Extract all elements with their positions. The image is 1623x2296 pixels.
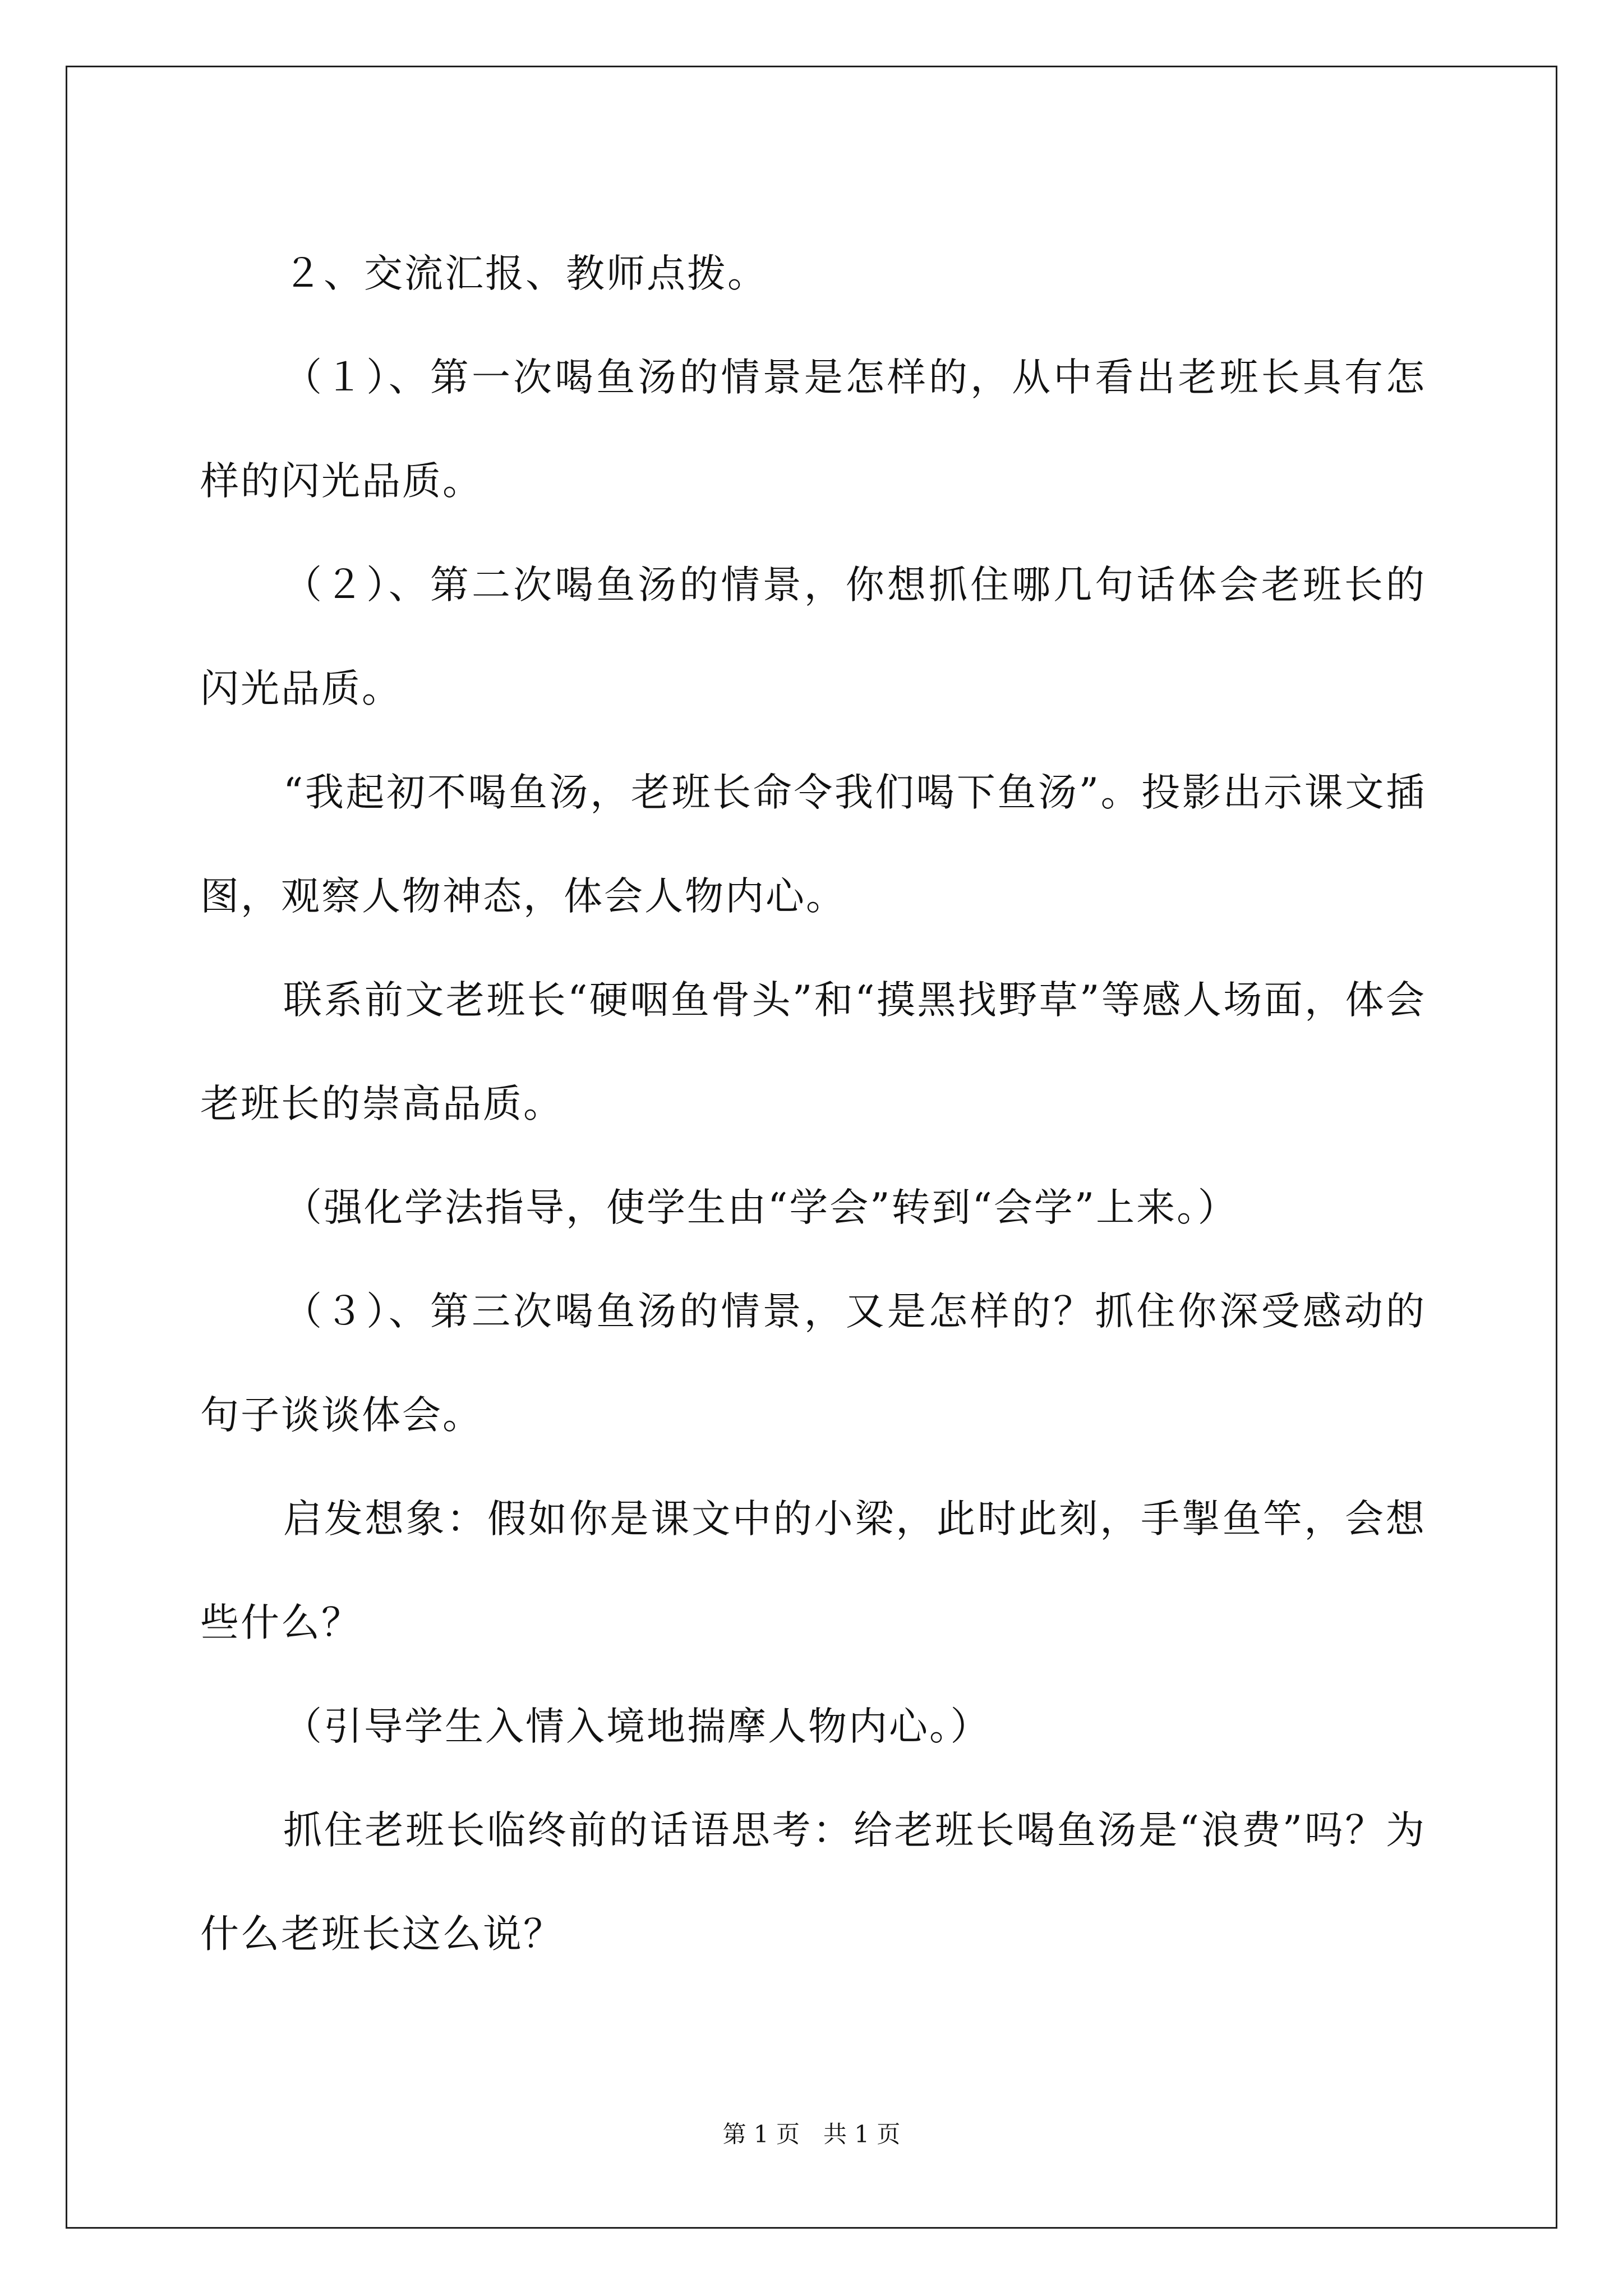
paragraph-note-guide: （引导学生入情入境地揣摩人物内心。） xyxy=(283,1704,991,1749)
paragraph-context: 联系前文老班长“硬咽鱼骨头”和“摸黑找野草”等感人场面，体会老班长的崇高品质。 xyxy=(200,978,1426,1126)
paragraph-note-method: （强化学法指导，使学生由“学会”转到“会学”上来。） xyxy=(283,1185,1238,1230)
page-footer: 第 1 页 共 1 页 xyxy=(722,2120,901,2148)
paragraph-step-2: ２、交流汇报、教师点拨。 xyxy=(283,251,768,296)
paragraph-question-3: （３）、第三次喝鱼汤的情景，又是怎样的？抓住你深受感动的句子谈谈体会。 xyxy=(200,1289,1426,1438)
paragraph-question-2: （２）、第二次喝鱼汤的情景，你想抓住哪几句话体会老班长的闪光品质。 xyxy=(200,563,1426,711)
paragraph-last-words: 抓住老班长临终前的话语思考：给老班长喝鱼汤是“浪费”吗？为什么老班长这么说？ xyxy=(200,1808,1426,1957)
paragraph-quote: “我起初不喝鱼汤，老班长命令我们喝下鱼汤”。投影出示课文插图，观察人物神态，体会人物内心。 xyxy=(200,770,1426,919)
paragraph-imagination: 启发想象：假如你是课文中的小梁，此时此刻，手掣鱼竿，会想些什么？ xyxy=(200,1497,1426,1645)
paragraph-question-1: （１）、第一次喝鱼汤的情景是怎样的，从中看出老班长具有怎样的闪光品质。 xyxy=(200,355,1426,504)
document-body xyxy=(200,222,1426,1986)
